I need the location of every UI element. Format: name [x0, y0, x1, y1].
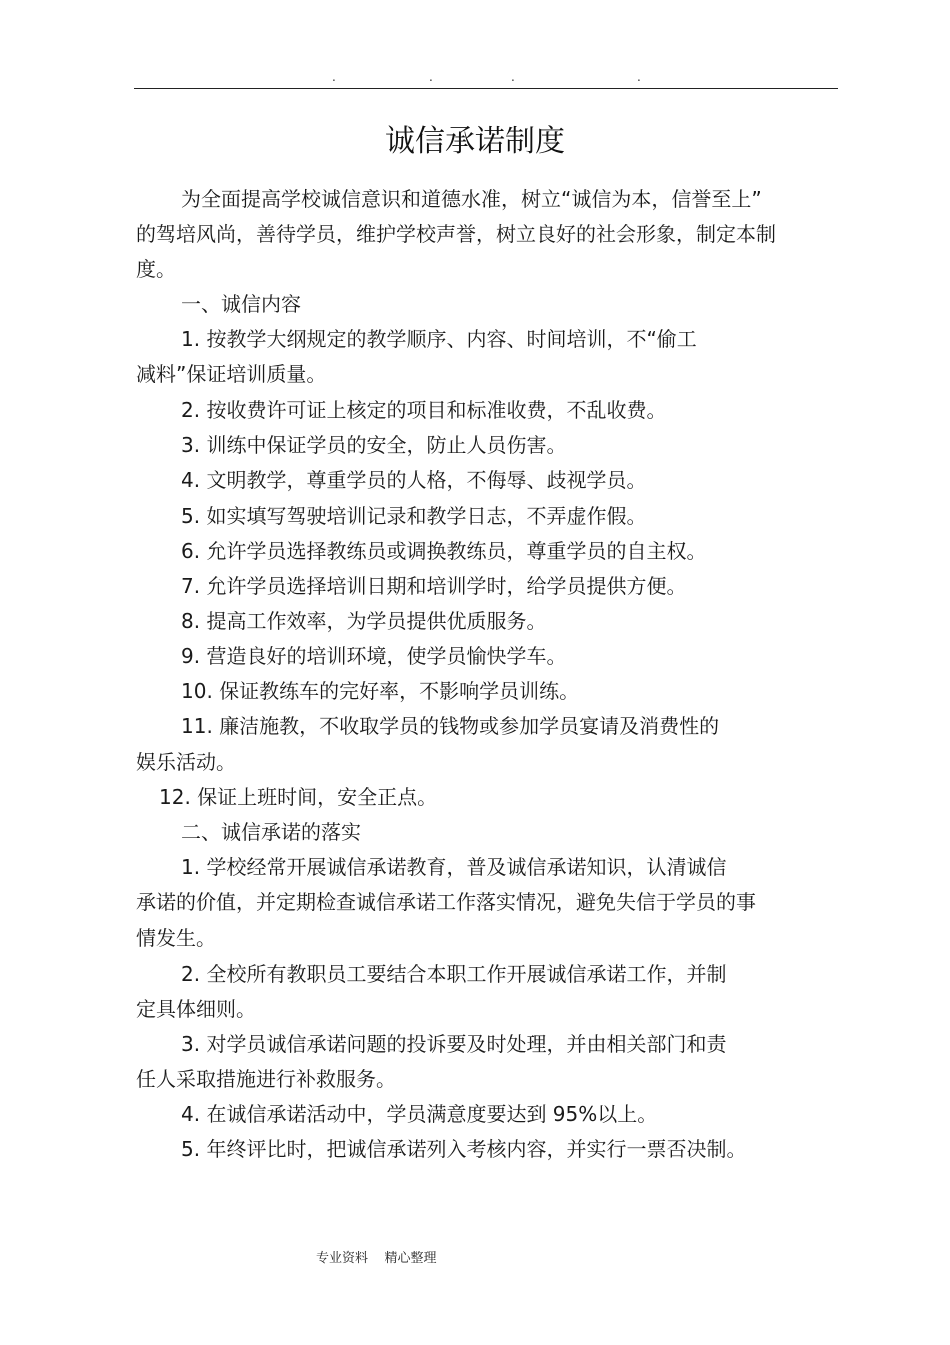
list-item: 2. 全校所有教职员工要结合本职工作开展诚信承诺工作，并制	[181, 962, 727, 986]
section-heading: 二、诚信承诺的落实	[181, 820, 361, 844]
intro-line: 度。	[136, 257, 176, 281]
list-item: 5. 年终评比时，把诚信承诺列入考核内容，并实行一票否决制。	[181, 1137, 747, 1161]
page-footer: 专业资料 精心整理	[316, 1251, 437, 1266]
intro-line: 为全面提高学校诚信意识和道德水准，树立“诚信为本，信誉至上”	[181, 187, 762, 211]
document-title: 诚信承诺制度	[385, 124, 565, 159]
intro-line: 的驾培风尚，善待学员，维护学校声誉，树立良好的社会形象，制定本制	[136, 222, 776, 246]
header-dot: .	[429, 70, 433, 84]
list-item: 6. 允许学员选择教练员或调换教练员，尊重学员的自主权。	[181, 539, 707, 563]
list-item-continuation: 情发生。	[136, 926, 216, 950]
list-item-continuation: 定具体细则。	[136, 997, 256, 1021]
header-dot: .	[511, 70, 515, 84]
list-item: 12. 保证上班时间，安全正点。	[159, 785, 438, 809]
header-dot: .	[637, 70, 641, 84]
list-item: 9. 营造良好的培训环境，使学员愉快学车。	[181, 644, 567, 668]
list-item: 10. 保证教练车的完好率，不影响学员训练。	[181, 679, 580, 703]
section-heading: 一、诚信内容	[181, 292, 301, 316]
list-item: 1. 按教学大纲规定的教学顺序、内容、时间培训，不“偷工	[181, 327, 697, 351]
list-item-continuation: 娱乐活动。	[136, 750, 236, 774]
list-item-continuation: 承诺的价值，并定期检查诚信承诺工作落实情况，避免失信于学员的事	[136, 890, 756, 914]
list-item: 5. 如实填写驾驶培训记录和教学日志，不弄虚作假。	[181, 504, 647, 528]
list-item: 3. 训练中保证学员的安全，防止人员伤害。	[181, 433, 567, 457]
list-item: 3. 对学员诚信承诺问题的投诉要及时处理，并由相关部门和责	[181, 1032, 727, 1056]
header-dot: .	[332, 70, 336, 84]
list-item: 8. 提高工作效率，为学员提供优质服务。	[181, 609, 547, 633]
list-item-continuation: 减料”保证培训质量。	[136, 362, 327, 386]
list-item: 2. 按收费许可证上核定的项目和标准收费，不乱收费。	[181, 398, 667, 422]
list-item: 11. 廉洁施教，不收取学员的钱物或参加学员宴请及消费性的	[181, 714, 720, 738]
list-item: 1. 学校经常开展诚信承诺教育，普及诚信承诺知识，认清诚信	[181, 855, 727, 879]
list-item: 7. 允许学员选择培训日期和培训学时，给学员提供方便。	[181, 574, 687, 598]
header-rule	[134, 88, 838, 89]
list-item: 4. 文明教学，尊重学员的人格，不侮辱、歧视学员。	[181, 468, 647, 492]
list-item: 4. 在诚信承诺活动中，学员满意度要达到 95%以上。	[181, 1102, 658, 1126]
list-item-continuation: 任人采取措施进行补救服务。	[136, 1067, 396, 1091]
